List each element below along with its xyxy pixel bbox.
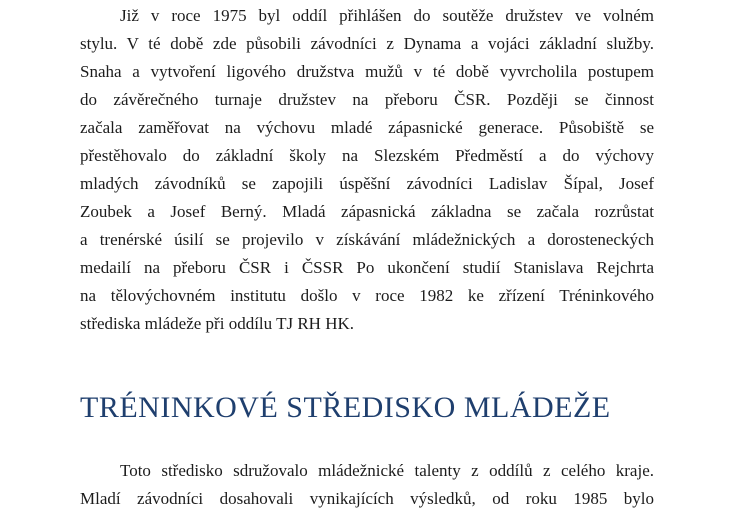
text-line: Zoubek a Josef Berný. Mladá zápasnická základna se začala rozrůstat [80,202,654,221]
text-line: začala zaměřovat na výchovu mladé zápasnické generace. Působiště se [80,118,654,137]
text-line: Snaha a vytvoření ligového družstva mužů v té době vyvrcholila postupem [80,62,654,81]
text-line: mladých závodníků se zapojili úspěšní závodníci Ladislav Šípal, Josef [80,174,654,193]
paragraph-history [80,2,654,338]
text-line: a trenérské úsilí se projevilo v získávání mládežnických a dorosteneckých [80,230,654,249]
text-line: přestěhovalo do základní školy na Slezském Předměstí a do výchovy [80,146,654,165]
section-heading: TRÉNINKOVÉ STŘEDISKO MLÁDEŽE [80,391,611,424]
text-line: Toto středisko sdružovalo mládežnické talenty z oddílů z celého kraje. [120,461,654,480]
text-line: do závěrečného turnaje družstev na přeboru ČSR. Později se činnost [80,90,654,109]
text-line: střediska mládeže při oddílu TJ RH HK. [80,314,355,333]
text-line: na tělovýchovném institutu došlo v roce 1982 ke zřízení Tréninkového [80,286,654,305]
text-line: Již v roce 1975 byl oddíl přihlášen do soutěže družstev ve volném [120,6,654,25]
text-line: Mladí závodníci dosahovali vynikajících výsledků, od roku 1985 bylo [80,489,654,508]
text-line: medailí na přeboru ČSR i ČSSR Po ukončení studií Stanislava Rejchrta [80,258,654,277]
text-line: stylu. V té době zde působili závodníci z Dynama a vojáci základní služby. [80,34,654,53]
paragraph-training-center [80,457,654,513]
